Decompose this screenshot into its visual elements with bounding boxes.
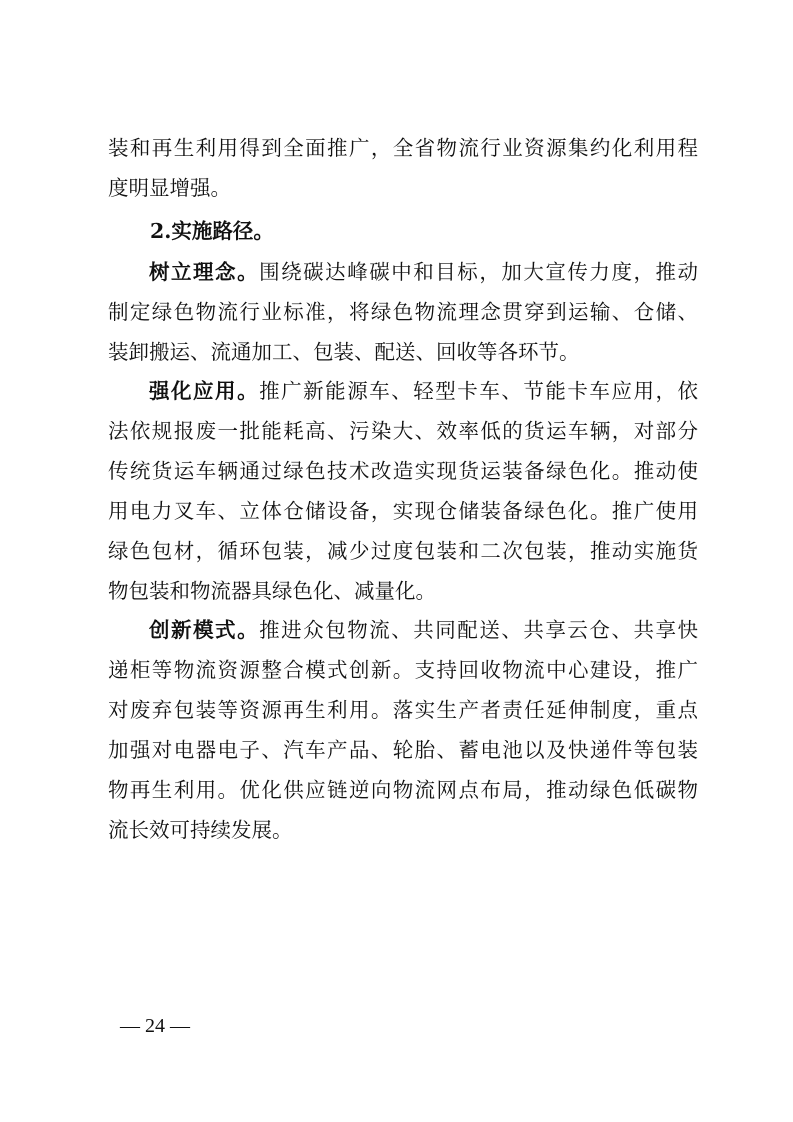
paragraph-3-label: 创新模式。 <box>149 618 260 642</box>
paragraph-2-line-5: 绿色包材，循环包装，减少过度包装和二次包装，推动实施货 <box>108 539 698 563</box>
paragraph-3-line-4: 加强对电器电子、汽车产品、轮胎、蓄电池以及快递件等包装 <box>108 738 698 762</box>
paragraph-1-line-2: 制定绿色物流行业标准，将绿色物流理念贯穿到运输、仓储、 <box>108 300 698 324</box>
paragraph-1-text: 围绕碳达峰碳中和目标，加大宣传力度，推动 <box>259 260 699 284</box>
intro-line-2: 度明显增强。 <box>108 176 231 200</box>
paragraph-2-line-6: 物包装和物流器具绿色化、减量化。 <box>108 579 436 603</box>
paragraph-2-label: 强化应用。 <box>149 379 260 403</box>
paragraph-1-line-3: 装卸搬运、流通加工、包装、配送、回收等各环节。 <box>108 340 580 364</box>
paragraph-3-text: 推进众包物流、共同配送、共享云仓、共享快 <box>259 618 699 642</box>
paragraph-2-line-4: 用电力叉车、立体仓储设备，实现仓储装备绿色化。推广使用 <box>108 499 698 523</box>
paragraph-3-line-3: 对废弃包装等资源再生利用。落实生产者责任延伸制度，重点 <box>108 698 698 722</box>
intro-line-1: 装和再生利用得到全面推广，全省物流行业资源集约化利用程 <box>108 136 698 160</box>
paragraph-2-text: 推广新能源车、轻型卡车、节能卡车应用，依 <box>259 379 699 403</box>
paragraph-3-line-5: 物再生利用。优化供应链逆向物流网点布局，推动绿色低碳物 <box>108 778 698 802</box>
section-heading: 2.实施路径。 <box>150 219 274 243</box>
paragraph-1-label: 树立理念。 <box>149 260 260 284</box>
paragraph-2-line-1 <box>149 371 698 411</box>
paragraph-2-line-3: 传统货运车辆通过绿色技术改造实现货运装备绿色化。推动使 <box>108 459 698 483</box>
paragraph-3-line-6: 流长效可持续发展。 <box>108 818 293 842</box>
paragraph-2-line-2: 法依规报废一批能耗高、污染大、效率低的货运车辆，对部分 <box>108 419 698 443</box>
paragraph-1-line-1 <box>149 252 698 292</box>
page-number: — 24 — <box>120 1015 190 1037</box>
paragraph-3-line-2: 递柜等物流资源整合模式创新。支持回收物流中心建设，推广 <box>108 658 698 682</box>
paragraph-3-line-1 <box>149 610 698 650</box>
